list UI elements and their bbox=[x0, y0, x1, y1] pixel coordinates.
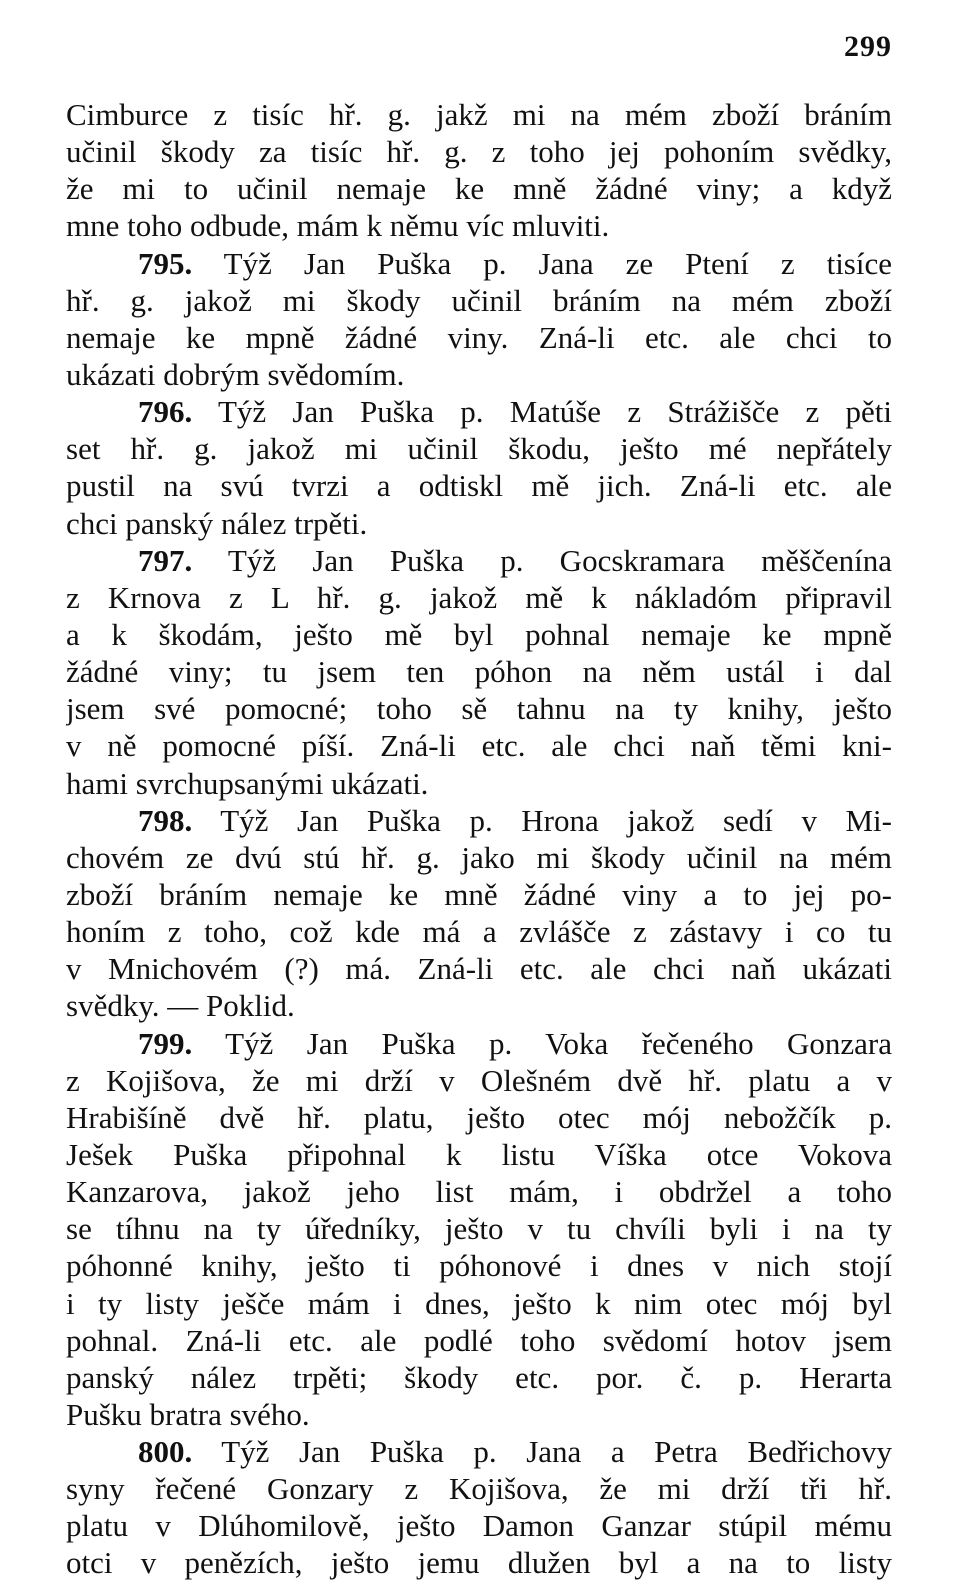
line-text: set hř. g. jakož mi učinil škodu, ješto mé nepřátely bbox=[66, 431, 892, 467]
text-line bbox=[66, 1470, 892, 1507]
line-text: v ně pomocné píší. Zná-li etc. ale chci naň těmi kni- bbox=[66, 728, 892, 764]
line-text: chci panský nález trpěti. bbox=[66, 505, 368, 541]
text-line bbox=[66, 430, 892, 467]
text-line bbox=[66, 579, 892, 616]
text-line bbox=[66, 96, 892, 133]
text-line bbox=[66, 467, 892, 504]
line-text: z Kojišova, že mi drží v Olešném dvě hř. platu a v bbox=[66, 1062, 892, 1098]
entry-start-line bbox=[66, 245, 892, 282]
line-text: ukázati dobrým svědomím. bbox=[66, 356, 405, 392]
line-text: chovém ze dvú stú hř. g. jako mi škody učinil na mém bbox=[66, 839, 892, 875]
text-line bbox=[66, 1173, 892, 1210]
entry-start-line bbox=[66, 1433, 892, 1470]
line-text: Týž Jan Puška p. Gocskramara měščenína bbox=[192, 542, 892, 578]
entry-number: 796. bbox=[138, 394, 193, 430]
entry-number: 797. bbox=[138, 542, 193, 578]
line-text: Týž Jan Puška p. Matúše z Strážišče z pěti bbox=[192, 394, 892, 430]
text-line bbox=[66, 913, 892, 950]
text-line bbox=[66, 765, 892, 802]
text-line bbox=[66, 1322, 892, 1359]
text-line bbox=[66, 133, 892, 170]
text-line bbox=[66, 690, 892, 727]
entry-start-line bbox=[66, 393, 892, 430]
line-text: panský nález trpěti; škody etc. por. č. p. Herarta bbox=[66, 1359, 892, 1395]
line-text: Ješek Puška připohnal k listu Víška otce Vokova bbox=[66, 1136, 892, 1172]
text-line bbox=[66, 207, 892, 244]
line-text: Cimburce z tisíc hř. g. jakž mi na mém zboží bráním bbox=[66, 97, 892, 132]
line-text: jsem své pomocné; toho sě tahnu na ty knihy, ješto bbox=[66, 691, 892, 727]
entry-start-line bbox=[66, 542, 892, 579]
text-line bbox=[66, 1136, 892, 1173]
text-line bbox=[66, 170, 892, 207]
line-text: pustil na svú tvrzi a odtiskl mě jich. Zná-li etc. ale bbox=[66, 468, 892, 504]
text-line bbox=[66, 950, 892, 987]
text-line bbox=[66, 356, 892, 393]
line-text: zboží bráním nemaje ke mně žádné viny a to jej po- bbox=[66, 876, 892, 912]
text-line bbox=[66, 282, 892, 319]
line-text: že mi to učinil nemaje ke mně žádné viny; a když bbox=[66, 171, 892, 207]
text-line bbox=[66, 727, 892, 764]
text-line bbox=[66, 876, 892, 913]
line-text: učinil škody za tisíc hř. g. z toho jej pohoním svědky, bbox=[66, 134, 892, 170]
entry-number: 798. bbox=[138, 802, 193, 838]
line-text: mne toho odbude, mám k němu víc mluviti. bbox=[66, 208, 610, 244]
text-line bbox=[66, 1396, 892, 1433]
line-text: v Mnichovém (?) má. Zná-li etc. ale chci naň ukázati bbox=[66, 951, 892, 987]
entry-number: 800. bbox=[138, 1434, 193, 1470]
line-text: i ty listy ješče mám i dnes, ješto k nim otec mój byl bbox=[66, 1285, 892, 1321]
text-line bbox=[66, 1247, 892, 1284]
text-line bbox=[66, 616, 892, 653]
text-line bbox=[66, 319, 892, 356]
text-line bbox=[66, 1062, 892, 1099]
entry-number: 795. bbox=[138, 245, 193, 281]
line-text: svědky. — Poklid. bbox=[66, 988, 295, 1024]
line-text: nemaje ke mpně žádné viny. Zná-li etc. ale chci to bbox=[66, 319, 892, 355]
line-text: Týž Jan Puška p. Jana a Petra Bedřichovy bbox=[192, 1434, 892, 1470]
text-line bbox=[66, 1099, 892, 1136]
line-text: póhonné knihy, ješto ti póhonové i dnes v nich stojí bbox=[66, 1248, 892, 1284]
text-line bbox=[66, 1359, 892, 1396]
line-text: Hrabišíně dvě hř. platu, ješto otec mój nebožčík p. bbox=[66, 1099, 892, 1135]
entry-start-line bbox=[66, 1025, 892, 1062]
line-text: pohnal. Zná-li etc. ale podlé toho svědomí hotov jsem bbox=[66, 1322, 892, 1358]
line-text: otci v penězích, ješto jemu dlužen byl a na to listy bbox=[66, 1545, 892, 1581]
line-text: Týž Jan Puška p. Voka řečeného Gonzara bbox=[192, 1025, 892, 1061]
text-line bbox=[66, 653, 892, 690]
entry-number: 799. bbox=[138, 1025, 193, 1061]
text-line bbox=[66, 1507, 892, 1544]
text-line bbox=[66, 1544, 892, 1581]
line-text: hami svrchupsanými ukázati. bbox=[66, 765, 429, 801]
line-text: žádné viny; tu jsem ten póhon na něm ustál i dal bbox=[66, 654, 892, 690]
line-text: hř. g. jakož mi škody učinil bráním na mém zboží bbox=[66, 282, 892, 318]
line-text: se tíhnu na ty úředníky, ješto v tu chvíli byli i na ty bbox=[66, 1211, 892, 1247]
line-text: platu v Dlúhomilově, ješto Damon Ganzar stúpil mému bbox=[66, 1508, 892, 1544]
text-line bbox=[66, 505, 892, 542]
line-text: Týž Jan Puška p. Hrona jakož sedí v Mi- bbox=[192, 802, 892, 838]
text-line bbox=[66, 839, 892, 876]
page-number: 299 bbox=[844, 30, 892, 63]
line-text: syny řečené Gonzary z Kojišova, že mi drží tři hř. bbox=[66, 1471, 892, 1507]
line-text: Kanzarova, jakož jeho list mám, i obdržel a toho bbox=[66, 1174, 892, 1210]
text-line bbox=[66, 987, 892, 1024]
text-line bbox=[66, 1285, 892, 1322]
body-text bbox=[66, 96, 892, 1582]
line-text: honím z toho, což kde má a zvlášče z zástavy i co tu bbox=[66, 914, 892, 950]
text-line bbox=[66, 1210, 892, 1247]
line-text: Týž Jan Puška p. Jana ze Ptení z tisíce bbox=[192, 245, 892, 281]
line-text: Pušku bratra svého. bbox=[66, 1396, 310, 1432]
entry-start-line bbox=[66, 802, 892, 839]
line-text: z Krnova z L hř. g. jakož mě k nákladóm připravil bbox=[66, 579, 892, 615]
line-text: a k škodám, ješto mě byl pohnal nemaje ke mpně bbox=[66, 616, 892, 652]
